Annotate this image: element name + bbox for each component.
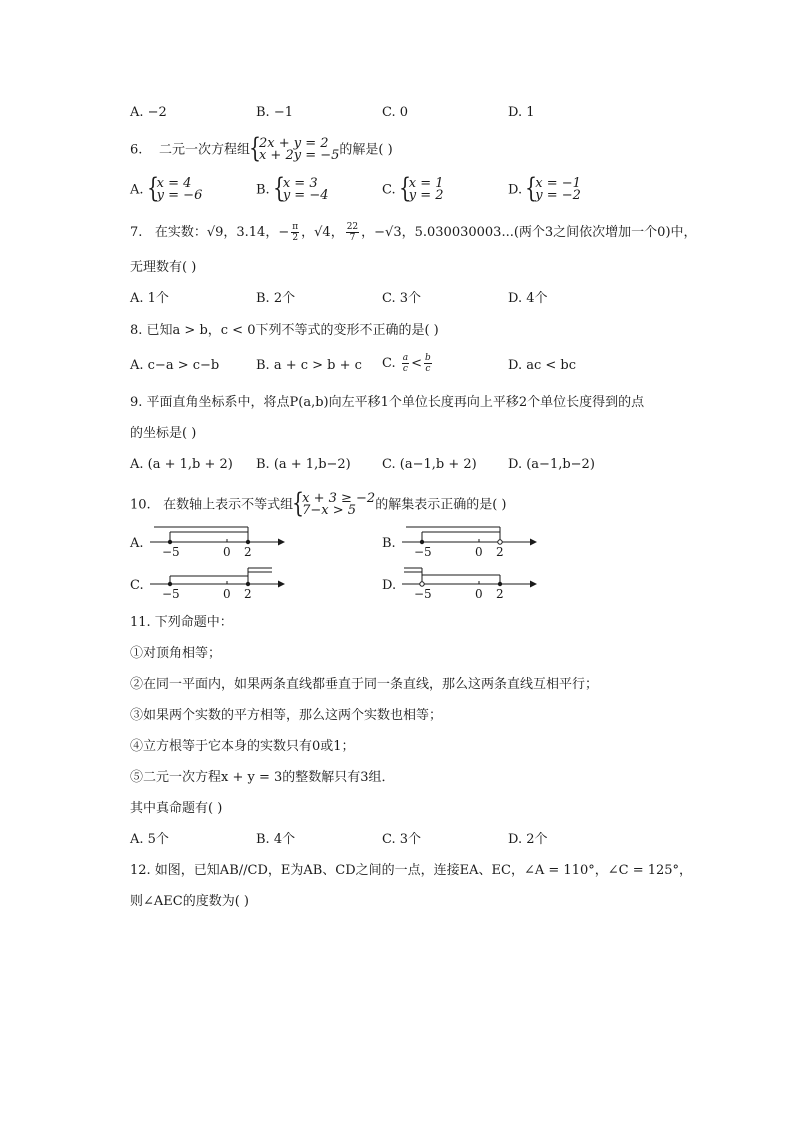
q10-stem: 10. 在数轴上表示不等式组 { x + 3 ≥ −2 7−x > 5 的解集表示正确的是( ) xyxy=(130,493,506,517)
svg-text:2: 2 xyxy=(244,545,252,559)
q8-stem: 8. 已知a > b，c < 0下列不等式的变形不正确的是( ) xyxy=(130,323,439,338)
q5-option-c: C. 0 xyxy=(382,105,409,120)
q7-option-d: D. 4个 xyxy=(508,291,548,306)
q11-item-3: ③如果两个实数的平方相等，那么这两个实数也相等； xyxy=(130,708,443,723)
q7-option-b: B. 2个 xyxy=(256,291,296,306)
q6-number: 6. xyxy=(130,142,143,158)
q7-option-a: A. 1个 xyxy=(130,291,169,306)
svg-text:2: 2 xyxy=(496,587,504,601)
q11-option-c: C. 3个 xyxy=(382,832,422,847)
q10-number-line-b xyxy=(402,525,537,559)
svg-text:2: 2 xyxy=(244,587,252,601)
q9-option-a: A. (a + 1,b + 2) xyxy=(130,457,233,472)
q10-option-a-label: A. xyxy=(130,536,144,551)
q6-stem xyxy=(130,138,393,162)
svg-text:0: 0 xyxy=(223,545,231,559)
q11-question: 其中真命题有( ) xyxy=(130,801,223,816)
q10-option-c-label: C. xyxy=(130,578,144,593)
q7-fraction-22-over-7: $\frac{22}{7}$ xyxy=(346,222,359,243)
q9-question: 的坐标是( ) xyxy=(130,426,197,441)
q11-option-b: B. 4个 xyxy=(256,832,296,847)
q9-option-d: D. (a−1,b−2) xyxy=(508,457,595,472)
q11-item-5: ⑤二元一次方程x + y = 3的整数解只有3组． xyxy=(130,770,395,785)
q10-number-line-c xyxy=(150,567,285,601)
q6-suffix: 的解是( ) xyxy=(339,142,393,158)
q11-option-d: D. 2个 xyxy=(508,832,548,847)
q5-option-b: B. −1 xyxy=(256,105,293,120)
q12-question: 则∠AEC的度数为( ) xyxy=(130,894,249,909)
svg-text:0: 0 xyxy=(223,587,231,601)
q7-fraction-pi-over-2: $\frac{\pi}{2}$ xyxy=(292,222,299,243)
svg-text:0: 0 xyxy=(475,587,483,601)
q10-option-b-label: B. xyxy=(382,536,396,551)
q6-option-c: C. { x = 1 y = 2 xyxy=(382,178,444,202)
svg-text:−5: −5 xyxy=(414,587,432,601)
q5-option-a: A. −2 xyxy=(130,105,167,120)
q8-option-c: C. $\frac{a}{c}$ < $\frac{b}{c}$ xyxy=(382,353,431,374)
q8-option-b: B. a + c > b + c xyxy=(256,358,362,373)
q12-stem: 12. 如图，已知AB//CD，E为AB、CD之间的一点，连接EA、EC，∠A = 110°，∠C = 125°， xyxy=(130,863,693,878)
q11-item-4: ④立方根等于它本身的实数只有0或1； xyxy=(130,739,355,754)
q10-number-line-d xyxy=(402,567,537,601)
q5-option-d: D. 1 xyxy=(508,105,535,120)
q6-option-a: A. { x = 4 y = −6 xyxy=(130,178,202,202)
svg-text:−5: −5 xyxy=(162,587,180,601)
q8-option-a: A. c−a > c−b xyxy=(130,358,220,373)
q6-equation-system: { 2x + y = 2 x + 2y = −5 xyxy=(250,138,339,162)
q9-option-b: B. (a + 1,b−2) xyxy=(256,457,351,472)
q8-option-d: D. ac < bc xyxy=(508,358,577,373)
svg-text:2: 2 xyxy=(496,545,504,559)
q7-stem: 7. 在实数：√9，3.14，− $\frac{\pi}{2}$ ，√4， $\frac{22}{7}$ ，−√3，5.030030003...(两个3之间依次增加一个0)中， xyxy=(130,222,697,243)
q7-option-c: C. 3个 xyxy=(382,291,422,306)
svg-text:−5: −5 xyxy=(162,545,180,559)
q6-stem-text: 二元一次方程组 xyxy=(158,142,250,158)
q10-inequality-system: { x + 3 ≥ −2 7−x > 5 xyxy=(293,493,375,517)
q11-item-2: ②在同一平面内，如果两条直线都垂直于同一条直线，那么这两条直线互相平行； xyxy=(130,677,599,692)
q11-option-a: A. 5个 xyxy=(130,832,169,847)
q7-question: 无理数有( ) xyxy=(130,260,197,275)
q6-option-d: D. { x = −1 y = −2 xyxy=(508,178,581,202)
q10-option-d-label: D. xyxy=(382,578,397,593)
q9-option-c: C. (a−1,b + 2) xyxy=(382,457,477,472)
q9-stem: 9. 平面直角坐标系中，将点P(a,b)向左平移1个单位长度再向上平移2个单位长度得到的点 xyxy=(130,395,645,410)
q6-option-b: B. { x = 3 y = −4 xyxy=(256,178,329,202)
q11-item-1: ①对顶角相等； xyxy=(130,646,222,661)
q11-title: 11. 下列命题中： xyxy=(130,615,233,630)
svg-text:0: 0 xyxy=(475,545,483,559)
svg-text:−5: −5 xyxy=(414,545,432,559)
q10-number-line-a xyxy=(150,525,285,559)
